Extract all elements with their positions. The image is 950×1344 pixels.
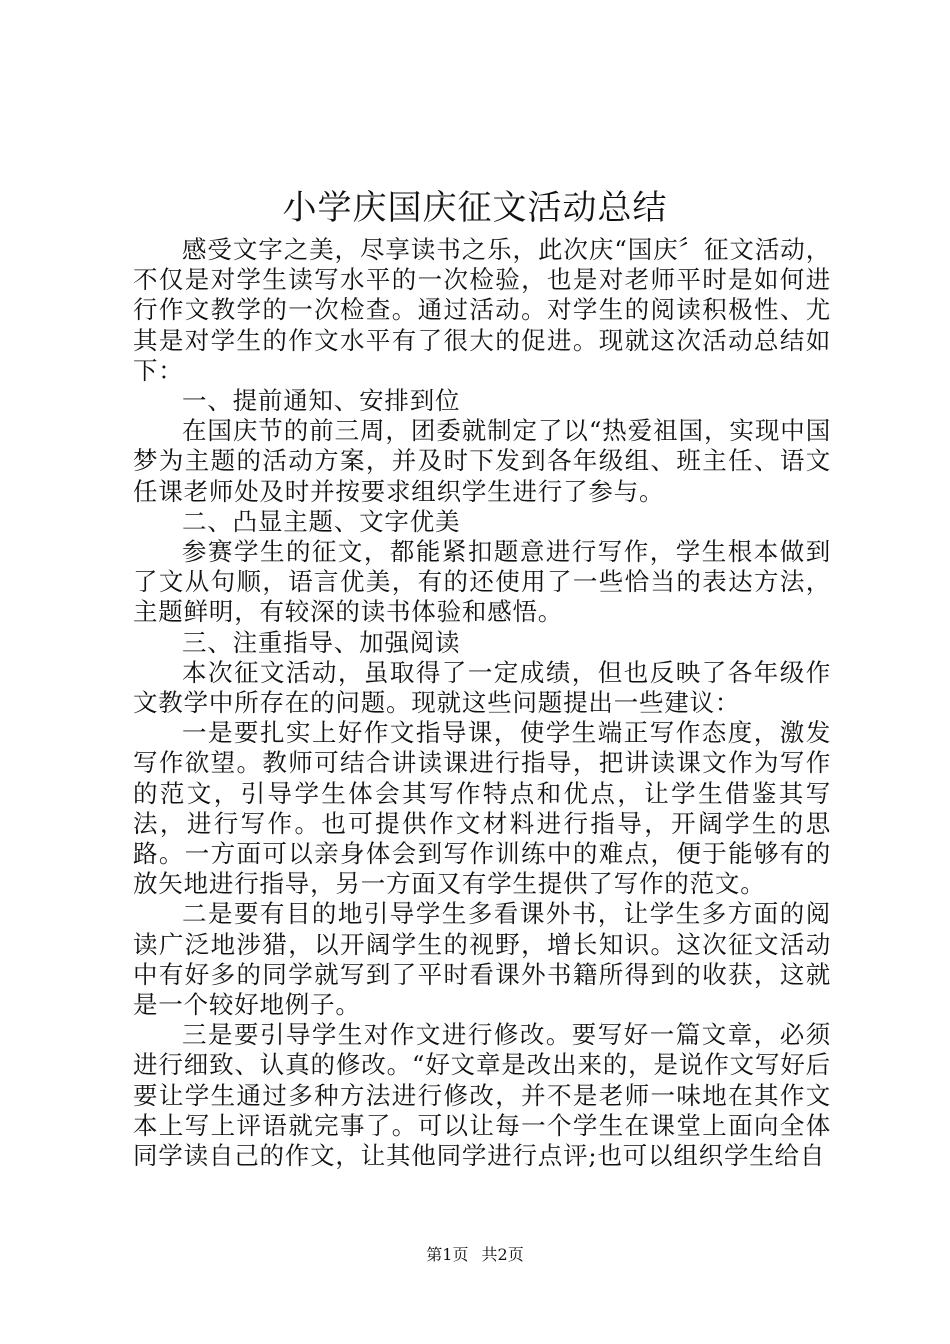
document-body xyxy=(133,235,831,1171)
page-title: 小学庆国庆征文活动总结 xyxy=(282,188,668,228)
page-total: 共2页 xyxy=(481,1245,524,1264)
section-heading-3: 三、注重指导、加强阅读 xyxy=(182,627,461,657)
paragraph-suggestion-1: 一是要扎实上好作文指导课，使学生端正写作态度，激发写作欲望。教师可结合讲读课进行指导，把讲读课文作为写作的范文，引导学生体会其写作特点和优点，让学生借鉴其写法，进行写作。也可提供作文材料进行指导，开阔学生的思路。一方面可以亲身体会到写作训练中的难点，便于能够有的放矢地进行指导，另一方面又有学生提供了写作的范文。 xyxy=(133,718,831,899)
page-number: 第1页 xyxy=(426,1245,469,1264)
section-heading-1: 一、提前通知、安排到位 xyxy=(182,386,461,416)
paragraph-intro: 感受文字之美，尽享读书之乐，此次庆“国庆〞征文活动，不仅是对学生读写水平的一次检验，也是对老师平时是如何进行作文教学的一次检查。通过活动。对学生的阅读积极性、尤其是对学生的作文水平有了很大的促进。现就这次活动总结如下： xyxy=(133,235,831,385)
page-footer xyxy=(0,1244,950,1266)
paragraph-suggestion-3: 三是要引导学生对作文进行修改。要写好一篇文章，必须进行细致、认真的修改。“好文章是改出来的，是说作文写好后要让学生通过多种方法进行修改，并不是老师一味地在其作文本上写上评语就完事了。可以让每一个学生在课堂上面向全体同学读自己的作文，让其他同学进行点评;也可以组织学生给自 xyxy=(133,1020,831,1171)
section-heading-2: 二、凸显主题、文字优美 xyxy=(182,506,461,536)
paragraph-suggestion-2: 二是要有目的地引导学生多看课外书，让学生多方面的阅读广泛地涉猎，以开阔学生的视野，增长知识。这次征文活动中有好多的同学就写到了平时看课外书籍所得到的收获，这就是一个较好地例子。 xyxy=(133,899,831,1020)
paragraph-section-1: 在国庆节的前三周，团委就制定了以“热爱祖国，实现中国梦为主题的活动方案，并及时下发到各年级组、班主任、语文任课老师处及时并按要求组织学生进行了参与。 xyxy=(133,416,831,506)
paragraph-section-3: 本次征文活动，虽取得了一定成绩，但也反映了各年级作文教学中所存在的问题。现就这些问题提出一些建议： xyxy=(133,657,831,718)
paragraph-section-2: 参赛学生的征文，都能紧扣题意进行写作，学生根本做到了文从句顺，语言优美，有的还使用了一些恰当的表达方法，主题鲜明，有较深的读书体验和感悟。 xyxy=(133,537,831,627)
